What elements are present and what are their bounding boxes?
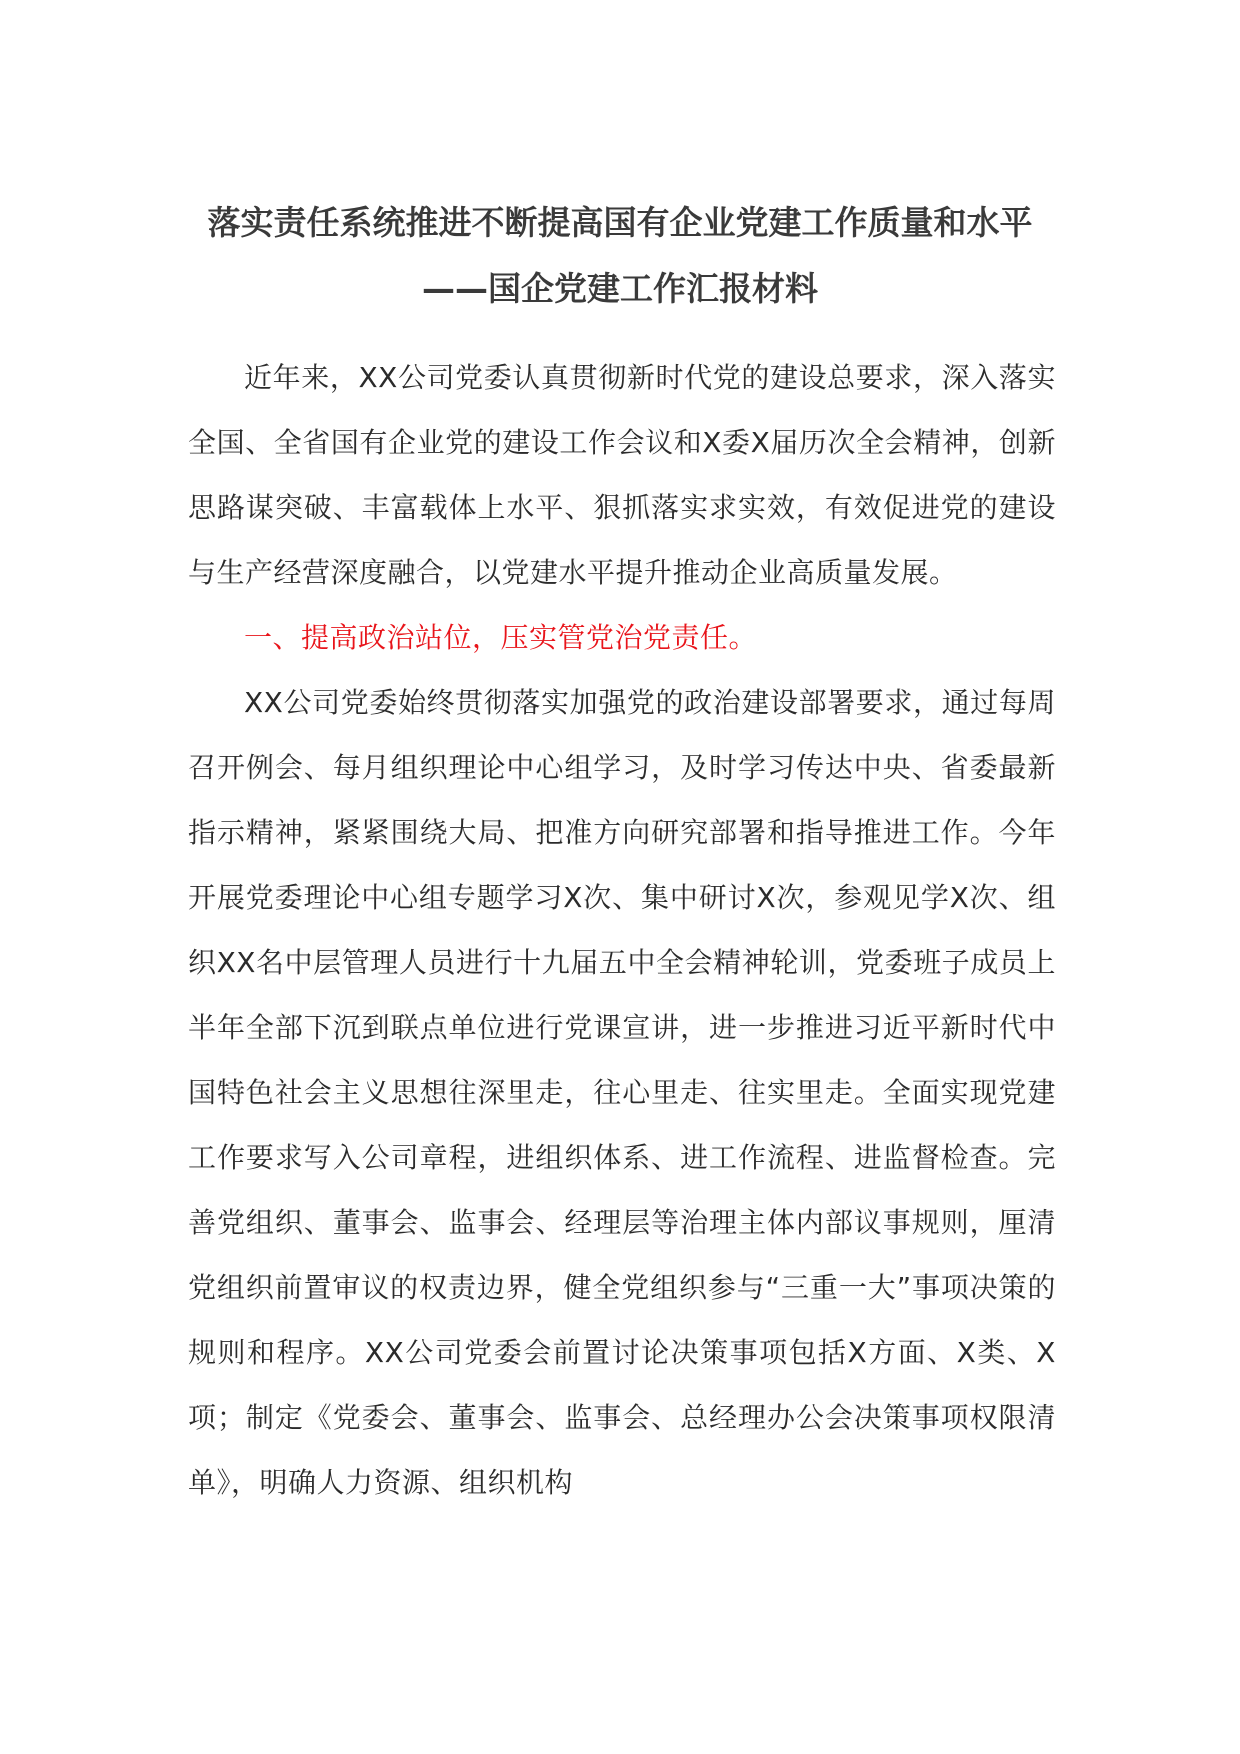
title-block — [150, 190, 1090, 322]
document-title: 落实责任系统推进不断提高国有企业党建工作质量和水平 — [207, 203, 1033, 242]
section-1-paragraph: XX公司党委始终贯彻落实加强党的政治建设部署要求，通过每周召开例会、每月组织理论中心组学习，及时学习传达中央、省委最新指示精神，紧紧围绕大局、把准方向研究部署和指导推进工作。今年开展党委理论中心组专题学习X次、集中研讨X次，参观见学X次、组织XX名中层管理人员进行十九届五中全会精神轮训，党委班子成员上半年全部下沉到联点单位进行党课宣讲，进一步推进习近平新时代中国特色社会主义思想往深里走，往心里走、往实里走。全面实现党建工作要求写入公司章程，进组织体系、进工作流程、进监督检查。完善党组织、董事会、监事会、经理层等治理主体内部议事规则，厘清党组织前置审议的权责边界，健全党组织参与“三重一大”事项决策的规则和程序。XX公司党委会前置讨论决策事项包括X方面、X类、X项；制定《党委会、董事会、监事会、总经理办公会决策事项权限清单》，明确人力资源、组织机构 — [188, 686, 1056, 1499]
document-subtitle: ——国企党建工作汇报材料 — [422, 269, 818, 308]
intro-paragraph: 近年来，XX公司党委认真贯彻新时代党的建设总要求，深入落实全国、全省国有企业党的建设工作会议和X委X届历次全会精神，创新思路谋突破、丰富载体上水平、狠抓落实求实效，有效促进党的建设与生产经营深度融合，以党建水平提升推动企业高质量发展。 — [188, 361, 1056, 589]
document-body — [188, 345, 1056, 1515]
section-heading-1: 一、提高政治站位，压实管党治党责任。 — [244, 621, 758, 654]
